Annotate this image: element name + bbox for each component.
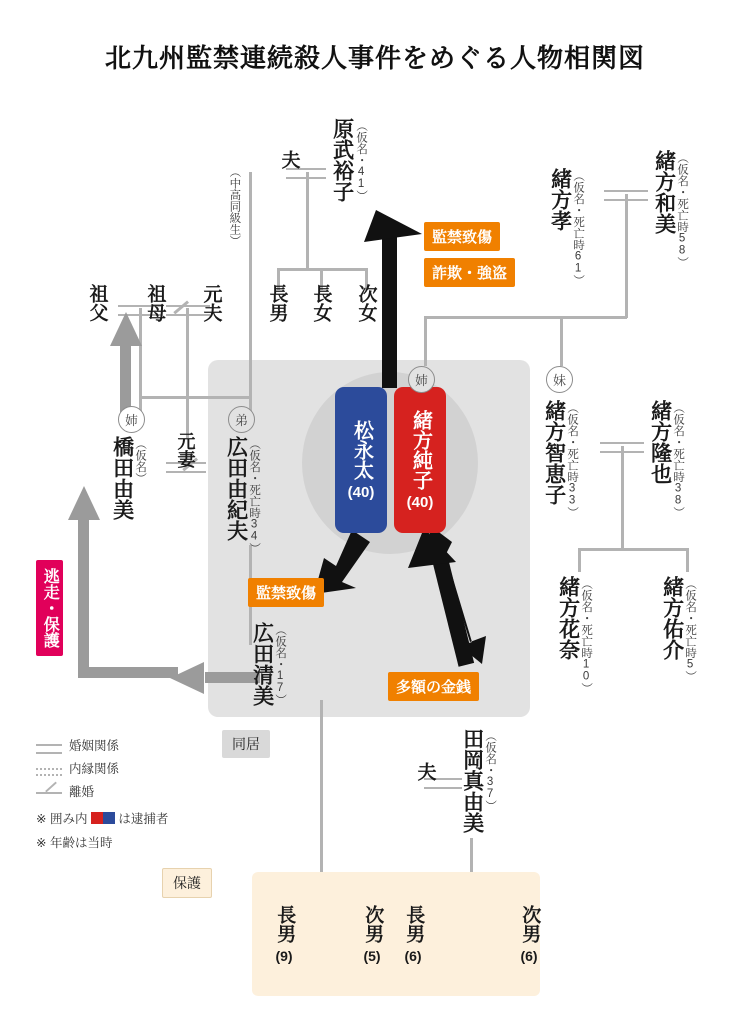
arrow-to-grandfather-shaft2	[120, 345, 131, 403]
suspect-ogata-junko-age: (40)	[406, 493, 434, 511]
child-4-age: (6)	[520, 947, 538, 964]
legend-marriage	[36, 735, 226, 758]
person-ogata-kana	[556, 576, 592, 694]
person-taoka-mayumi	[460, 728, 496, 833]
line-sibling-bar-left	[139, 396, 251, 399]
arrow-protect-corner	[78, 667, 178, 678]
line-hara-down	[306, 172, 309, 270]
person-ogata-takaya-name: 緒方隆也	[648, 400, 672, 484]
legend-divorce	[36, 781, 226, 804]
legend-arrest-post: は逮捕者	[118, 812, 169, 827]
label-classmate-note: （中高同級生）	[228, 166, 241, 247]
badge-chieko-sister: 妹	[546, 366, 573, 393]
child-3	[389, 905, 437, 964]
label-tousou-hogo: 逃走・保護	[36, 560, 63, 656]
red-box-icon	[91, 812, 103, 824]
person-hara-buyuko	[330, 118, 367, 202]
child-2-age: (5)	[363, 947, 381, 964]
legend-arrest-pre: ※ 囲み内	[36, 812, 88, 827]
person-hirota-yukio	[224, 436, 260, 554]
person-hirota-kiyomi-sub: （仮名・17）	[274, 624, 287, 706]
person-hara-buyuko-name: 原武裕子	[330, 118, 354, 202]
line-chieko-down	[621, 446, 624, 550]
legend-arrest-note	[36, 808, 226, 831]
line-classmate	[249, 172, 252, 424]
label-cohabitation: 同居	[222, 730, 270, 758]
person-ogata-chieko-sub: （仮名・死亡時33）	[566, 402, 579, 518]
person-ogata-takashi-name: 緒方孝	[548, 168, 572, 231]
child-1	[260, 905, 308, 964]
person-ogata-takaya	[648, 400, 684, 518]
person-hashida-yumi-sub: （仮名）	[134, 438, 147, 484]
person-ex-husband: 元夫	[200, 284, 222, 322]
label-hara-child-2: 長女	[310, 284, 332, 322]
line-ogata-sibling-bar	[424, 316, 627, 319]
person-hara-buyuko-sub: （仮名・41）	[355, 120, 368, 202]
child-4-label: 次男	[519, 905, 541, 943]
common-law-line-icon	[36, 764, 62, 776]
legend-marriage-label: 婚姻関係	[69, 739, 120, 753]
line-exhusband-down	[186, 308, 189, 438]
suspect-ogata-junko-name: 緒方純子	[409, 409, 432, 490]
arrow-protect-up-shaft	[78, 516, 89, 678]
person-taoka-mayumi-name: 田岡真由美	[460, 728, 484, 833]
legend	[36, 735, 226, 855]
line-ogata-kid1	[578, 548, 581, 572]
child-4	[505, 905, 553, 964]
legend-age-note: ※ 年齢は当時	[36, 835, 113, 850]
label-hara-child-1: 長男	[266, 284, 288, 322]
suspect-matsunaga-age: (40)	[347, 483, 375, 501]
person-ogata-kazumi-sub: （仮名・死亡時58）	[676, 152, 689, 268]
person-grandmother: 祖母	[144, 284, 166, 322]
person-ogata-yusuke-sub: （仮名・死亡時5）	[684, 578, 697, 682]
divorce-line-icon	[36, 787, 62, 799]
person-ogata-kana-sub: （仮名・死亡時10）	[580, 578, 593, 694]
label-husband-taoka: 夫	[414, 762, 436, 781]
suspect-ogata-junko[interactable]	[394, 387, 446, 533]
legend-common-law	[36, 758, 226, 781]
child-3-age: (6)	[404, 947, 422, 964]
label-hogo: 保護	[162, 868, 212, 898]
tag-kankin-chishou-bottom: 監禁致傷	[248, 578, 324, 607]
line-to-junko	[424, 316, 427, 366]
child-2-label: 次男	[362, 905, 384, 943]
person-ogata-kazumi	[652, 150, 688, 268]
line-ogata-kid2	[686, 548, 689, 572]
label-hara-child-3: 次女	[355, 284, 377, 322]
arrow-to-hara-head	[358, 200, 422, 242]
child-3-label: 長男	[403, 905, 425, 943]
person-ogata-takaya-sub: （仮名・死亡時38）	[672, 402, 685, 518]
suspect-matsunaga-name: 松永太	[350, 419, 373, 480]
legend-divorce-label: 離婚	[69, 785, 95, 800]
person-hirota-yukio-name: 広田由紀夫	[224, 436, 248, 541]
person-ogata-kana-name: 緒方花奈	[556, 576, 580, 660]
person-hashida-yumi	[110, 436, 146, 520]
child-1-label: 長男	[274, 905, 296, 943]
arrow-money-head	[404, 528, 460, 584]
person-hirota-kiyomi	[250, 622, 286, 706]
person-ogata-chieko-name: 緒方智恵子	[542, 400, 566, 505]
person-ogata-kazumi-name: 緒方和美	[652, 150, 676, 234]
arrow-protect-up-head	[68, 486, 100, 524]
person-hirota-kiyomi-name: 広田清美	[250, 622, 274, 706]
person-hashida-yumi-name: 橋田由美	[110, 436, 134, 520]
blue-box-icon	[103, 812, 115, 824]
badge-hashida-sister: 姉	[118, 406, 145, 433]
line-ogata-parents-down	[625, 194, 628, 318]
person-ogata-yusuke	[660, 576, 696, 682]
tag-kankin-chishou-top: 監禁致傷	[424, 222, 500, 251]
person-taoka-mayumi-sub: （仮名・37）	[484, 730, 497, 812]
person-ogata-takashi-sub: （仮名・死亡時61）	[572, 170, 585, 286]
person-ogata-takashi	[548, 168, 584, 286]
tag-sagi-goutou: 詐欺・強盗	[424, 258, 515, 287]
child-1-age: (9)	[275, 947, 293, 964]
legend-common-law-label: 内縁関係	[69, 762, 120, 777]
arrow-to-hara-shaft	[382, 228, 397, 388]
person-hirota-yukio-sub: （仮名・死亡時34）	[248, 438, 261, 554]
badge-hirota-brother: 弟	[228, 406, 255, 433]
person-ogata-chieko	[542, 400, 578, 518]
person-ogata-yusuke-name: 緒方佑介	[660, 576, 684, 660]
suspect-matsunaga[interactable]	[335, 387, 387, 533]
page-title: 北九州監禁連続殺人事件をめぐる人物相関図	[104, 43, 645, 73]
line-ogata-kids-bar	[578, 548, 688, 551]
line-kiyomi-to-children	[320, 700, 323, 875]
person-ex-wife: 元妻	[175, 432, 196, 468]
badge-junko-sister: 姉	[408, 366, 435, 393]
line-to-chieko	[560, 316, 563, 366]
line-taoka-down	[470, 838, 473, 874]
person-grandfather: 祖父	[86, 284, 108, 322]
label-husband-hara: 夫	[278, 150, 300, 169]
tag-tagaku-kinsen: 多額の金銭	[388, 672, 479, 701]
marriage-line-icon	[36, 741, 62, 753]
